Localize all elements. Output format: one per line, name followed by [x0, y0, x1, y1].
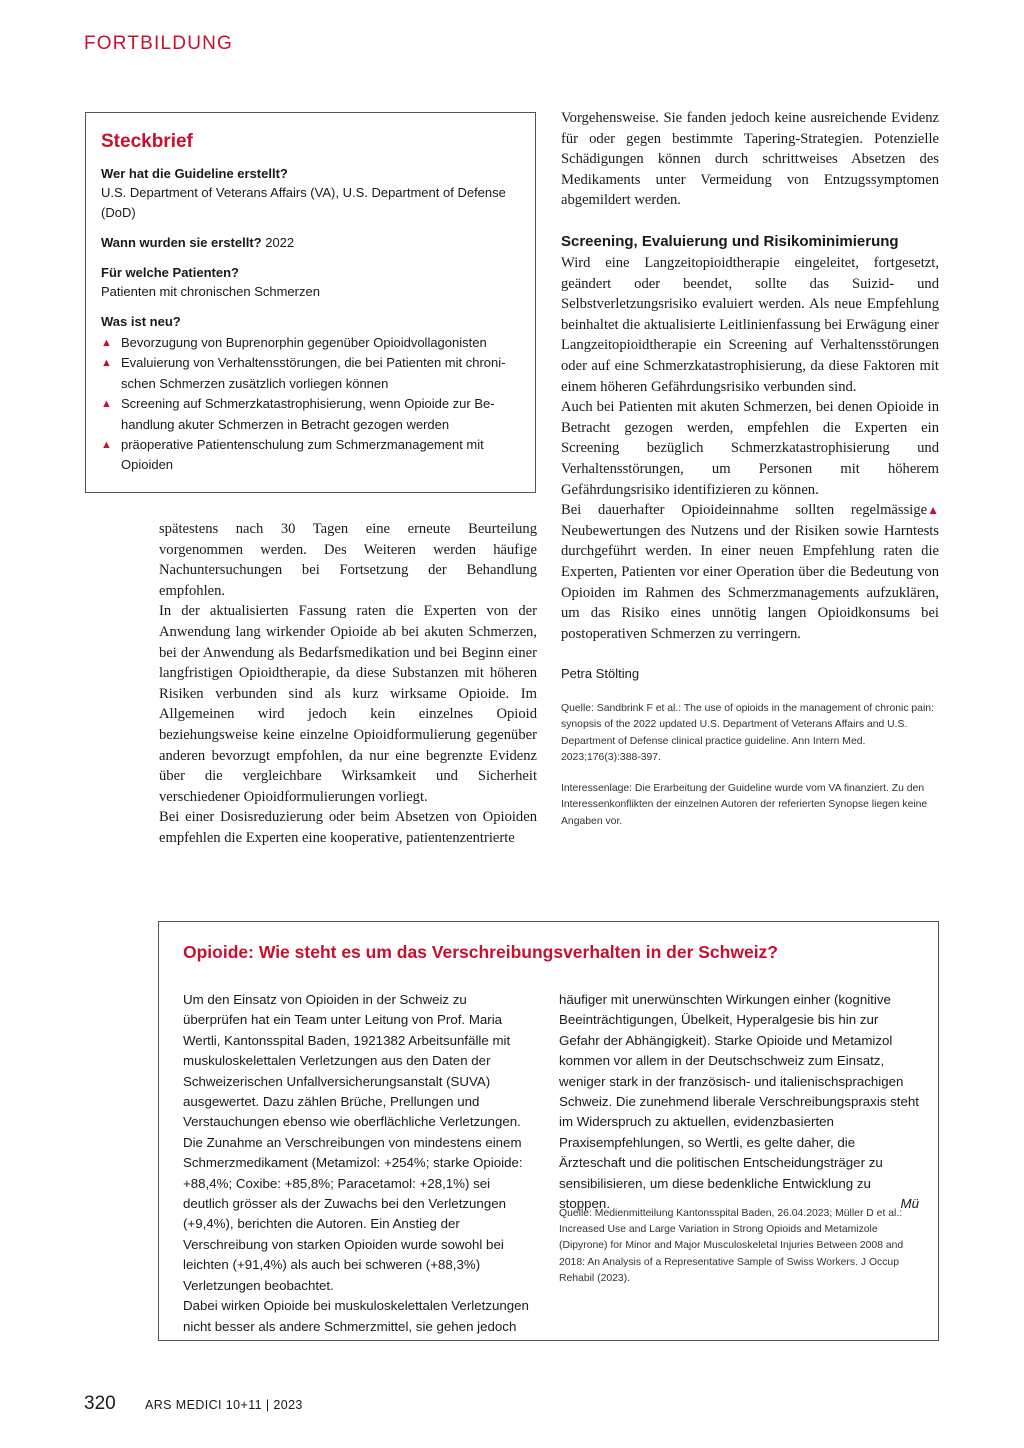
schweiz-source-citation: Quelle: Medienmitteilung Kantonsspital Baden, 26.04.2023; Müller D et al.: Increased Use and Large Variation in Strong Opioids and Metamizole (Dipyrone) for Minor and Major Musculoskeletal Injuries Between 2008 and 2018: An Analysis of a Representative Sample of Swiss Workers. J Occup Rehabil (2023). — [559, 1208, 904, 1284]
schweiz-left-column — [183, 990, 533, 1337]
triangle-bullet-icon: ▲ — [101, 337, 112, 349]
paragraph: Bei einer Dosisreduzierung oder beim Absetzen von Opioiden empfehlen die Experten eine kooperative, patientenzentrierte — [159, 809, 537, 846]
steckbrief-box — [85, 112, 536, 493]
list-item: ▲ präoperative Patientenschulung zum Schmerzmanagement mit Opioiden — [101, 437, 484, 473]
paragraph: Die Zunahme an Verschreibungen von mindestens einem Schmerzmedikament (Metamizol: +254%; starke Opioide: +88,4%; Coxibe: +85,8%; Paracetamol: +28,1%) sei deutlich grösser als der Zuwachs bei den Verletzungen (+9,4%), berichten die Autoren. Ein Anstieg der Verschreibung von starken Opioiden wurde sowohl bei leichten (+91,4%) als auch bei schweren (+88,3%) Verletzungen beobachtet. — [183, 1134, 523, 1293]
question-new: Was ist neu? — [101, 314, 181, 329]
list-item: ▲ Bevorzugung von Buprenorphin gegenüber Opioidvollagonisten — [101, 333, 520, 353]
paragraph: Wird eine Langzeitopioidtherapie eingeleitet, fortgesetzt, geändert oder beendet, sollte das Suizid- und Selbstverletzungsrisiko evaluiert werden. Als neue Empfehlung beinhaltet die aktualisierte Leitlinienfassung bei Erwägung einer Langzeitopioidtherapie ein Screening auf Verhaltensstörungen oder auf eine Schmerzkatastrophisierung, da diese Faktoren mit einem höheren Gefährdungsrisiko verbunden sind. — [561, 255, 939, 395]
triangle-bullet-icon: ▲ — [101, 357, 112, 370]
paragraph: ▲ Bei dauerhafter Opioideinnahme sollten regelmässige Neubewertungen des Nutzens und der Risiken sowie Harntests durchgeführt werden. In einer neuen Empfehlung raten die Experten, Patienten vor einer Operation über die Bedeutung von Opioiden im Rahmen des Schmerzmanagements aufzuklären, um das Risiko eines unnötig langen Opioidkonsums bei postoperativen Schmerzen zu verringern. — [561, 502, 939, 642]
end-triangle-icon: ▲ — [927, 503, 939, 518]
list-item: ▲ Evaluierung von Verhaltensstörungen, die bei Patienten mit chroni- schen Schmerzen zusätzlich vorliegen können — [101, 355, 506, 391]
paragraph: spätestens nach 30 Tagen eine erneute Beurteilung vorgenommen werden. Des Weiteren werden häufige Nachuntersuchungen bei Fortsetzung der Behandlung empfohlen. — [159, 521, 537, 599]
paragraph: Auch bei Patienten mit akuten Schmerzen, bei denen Opioide in Betracht gezogen werden, empfehlen die Experten ein Screening bezüglich Schmerzkatastrophisierung und Verhaltensstörungen, um Personen mit höherem Gefährdungsrisiko identifizieren zu können. — [561, 399, 939, 498]
answer-who-line2: (DoD) — [101, 205, 136, 220]
schweiz-right-column — [559, 990, 919, 1214]
paragraph: Vorgehensweise. Sie fanden jedoch keine ausreichende Evidenz für oder gegen bestimmte Tapering-Strategien. Potenzielle Schädigungen können durch schrittweises Absetzen des Medikaments unter Vermeidung von Entzugssymptomen abgemildert werden. — [561, 110, 939, 209]
article-right-column-screening — [561, 231, 939, 644]
new-items-list — [101, 333, 520, 476]
author-signature: Mü — [900, 1196, 919, 1212]
question-patients: Für welche Patienten? — [101, 265, 239, 280]
list-item: ▲ Screening auf Schmerzkatastrophisierung, wenn Opioide zur Be- handlung akuter Schmerzen in Betracht gezogen werden — [101, 396, 495, 432]
paragraph: Um den Einsatz von Opioiden in der Schweiz zu überprüfen hat ein Team unter Leitung von Prof. Maria Wertli, Kantonsspital Baden, 1921382 Arbeitsunfälle mit muskuloskelettalen Verletzungen aus den Daten der Schweizerischen Unfallversicherungsanstalt (SUVA) ausgewertet. Dazu zählen Brüche, Prellungen und Verstauchungen ebenso wie oberflächliche Verletzungen. — [183, 992, 521, 1130]
question-when: Wann wurden sie erstellt? — [101, 235, 262, 250]
answer-patients: Patienten mit chronischen Schmerzen — [101, 284, 320, 299]
page-number: 320 — [84, 1393, 116, 1414]
question-who: Wer hat die Guideline erstellt? — [101, 166, 288, 181]
steckbrief-title: Steckbrief — [101, 131, 193, 152]
triangle-bullet-icon: ▲ — [101, 439, 112, 452]
answer-when: 2022 — [261, 235, 295, 250]
paragraph: häufiger mit unerwünschten Wirkungen einher (kognitive Beeinträchtigungen, Übelkeit, Hyperalgesie bis hin zur Gefahr der Abhängigkeit). Starke Opioide und Metamizol kommen vor allem in der Deutschschweiz zum Einsatz, weniger stark in der französisch- und italienischsprachigen Schweiz. Die zunehmend liberale Verschreibungspraxis steht im Widerspruch zu aktuellen, evidenzbasierten Praxisempfehlungen, so Wertli, es gelte daher, die Ärzteschaft und die politischen Entscheidungsträger zu sensibilisieren, um diese bedenkliche Entwicklung zu stoppen. Mü — [559, 990, 919, 1214]
paragraph: Dabei wirken Opioide bei muskuloskelettalen Verletzungen nicht besser als andere Schmerzmittel, sie gehen jedoch — [183, 1298, 529, 1334]
interest-statement: Interessenlage: Die Erarbeitung der Guideline wurde vom VA finanziert. Zu den Interessenkonflikten der einzelnen Autoren der referierten Synopse liegen keine Angaben vor. — [561, 783, 928, 827]
author: Petra Stölting — [561, 666, 640, 681]
source-citation: Quelle: Sandbrink F et al.: The use of opioids in the management of chronic pain: synopsis of the 2022 updated U.S. Department of Veterans Affairs and U.S. Department of Defense clinical practice guideline. Ann Intern Med. 2023;176(3):388-397. — [561, 703, 934, 763]
schweiz-box-title: Opioide: Wie steht es um das Verschreibungsverhalten in der Schweiz? — [183, 942, 778, 962]
paragraph: In der aktualisierten Fassung raten die Experten von der Anwendung lang wirkender Opioide ab bei akuten Schmerzen, bei der Anwendung als Bedarfsmedikation und bei Beginn einer langfristigen Opioidtherapie, da diese Substanzen mit höheren Risiken verbunden sind als kurz wirksame Opioide. Im Allgemeinen wird jedoch kein einzelnes Opioid beziehungsweise keine einzelne Opioidformulierung gegenüber anderen bevorzugt empfohlen, da nur eine begrenzte Evidenz über die vergleichbare Wirksamkeit und Sicherheit verschiedener Opioidformulierungen vorliegt. — [159, 603, 537, 805]
journal-name: ARS MEDICI 10+11 | 2023 — [145, 1398, 303, 1412]
article-left-column — [159, 519, 537, 849]
section-header: FORTBILDUNG — [84, 33, 234, 54]
article-right-column-top — [561, 108, 939, 211]
section-heading: Screening, Evaluierung und Risikominimierung — [561, 233, 899, 250]
schweiz-box — [158, 921, 939, 1341]
answer-who-line1: U.S. Department of Veterans Affairs (VA), U.S. Department of Defense — [101, 185, 506, 200]
triangle-bullet-icon: ▲ — [101, 398, 112, 411]
